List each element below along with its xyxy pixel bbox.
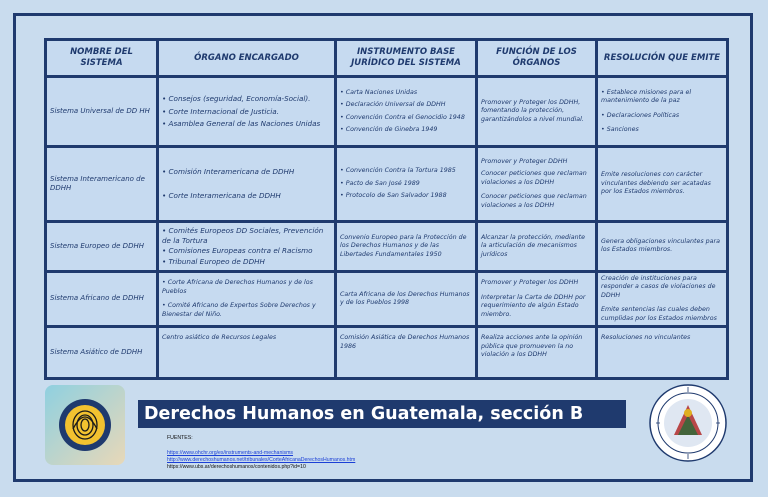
- list-item: • Comités Europeos DD Sociales, Prevención de la Tortura: [162, 226, 324, 245]
- header-funcion: FUNCIÓN DE LOS ÓRGANOS: [477, 40, 597, 77]
- list-item: • Declaración Universal de DDHH: [340, 101, 446, 108]
- list-item: • Corte Interamericana de DDHH: [162, 191, 281, 200]
- university-seal: [648, 383, 728, 463]
- comparison-table: [44, 38, 726, 380]
- list-item: Creación de instituciones para responder a casos de violaciones de DDHH: [601, 274, 716, 299]
- cell-resolucion: [597, 271, 728, 327]
- cell-sistema: Sistema Asiático de DDHH: [46, 327, 158, 379]
- list-item: Alcanzar la protección, mediante la articulación de mecanismos jurídicos: [481, 233, 585, 258]
- table-row: [46, 271, 728, 327]
- list-item: • Comisión Interamericana de DDHH: [162, 167, 295, 177]
- source-link[interactable]: https://www.ohchr.org/es/instruments-and-mechanisms: [167, 450, 293, 457]
- sources-block: [167, 435, 355, 471]
- list-item: Genera obligaciones vinculantes para los Estados miembros.: [601, 237, 720, 254]
- cell-organo: [158, 271, 336, 327]
- cell-funcion: [477, 327, 597, 379]
- cell-organo: [158, 327, 336, 379]
- header-organo: ÓRGANO ENCARGADO: [158, 40, 336, 77]
- header-instrumento: INSTRUMENTO BASE JURÍDICO DEL SISTEMA: [336, 40, 477, 77]
- cell-sistema: Sistema Europeo de DDHH: [46, 222, 158, 272]
- header-sistema: NOMBRE DEL SISTEMA: [46, 40, 158, 77]
- seal-icon: [648, 383, 728, 463]
- table-row: [46, 222, 728, 272]
- sources-label: FUENTES:: [167, 435, 193, 441]
- cell-resolucion: [597, 327, 728, 379]
- cell-funcion: [477, 77, 597, 147]
- fingerprint-logo: [45, 385, 125, 465]
- source-text: https://www.ubs.ar/derechoshumanos/contenidos.php?id=10: [167, 464, 306, 471]
- list-item: Resoluciones no vinculantes: [601, 334, 691, 342]
- cell-funcion: [477, 271, 597, 327]
- list-item: Interpretar la Carta de DDHH por requerimiento de algún Estado miembro.: [481, 293, 586, 318]
- header-row: [46, 40, 728, 77]
- list-item: • Convención Contra el Genocidio 1948: [340, 113, 465, 121]
- cell-instrumento: [336, 77, 477, 147]
- table-row: [46, 77, 728, 147]
- list-item: Convenio Europeo para la Protección de los Derechos Humanos y de las Libertades Fundamentales 1950: [340, 233, 467, 258]
- list-item: • Convención de Ginebra 1949: [340, 126, 438, 133]
- list-item: • Corte Africana de Derechos Humanos y de los Pueblos: [162, 279, 313, 295]
- cell-resolucion: [597, 147, 728, 222]
- cell-organo: [158, 222, 336, 272]
- list-item: • Consejos (seguridad, Economía-Social).: [162, 93, 311, 103]
- list-item: • Tribunal Europeo de DDHH: [162, 257, 265, 267]
- list-item: • Corte Internacional de Justicia.: [162, 106, 279, 116]
- cell-instrumento: [336, 327, 477, 379]
- cell-funcion: [477, 222, 597, 272]
- cell-instrumento: [336, 271, 477, 327]
- list-item: • Pacto de San José 1989: [340, 179, 420, 187]
- list-item: Promover y Proteger los DDHH: [481, 279, 579, 287]
- table-row: [46, 147, 728, 222]
- list-item: Emite sentencias las cuales deben cumplidas por los Estados miembros: [601, 306, 717, 322]
- list-item: Conocer peticiones que reclaman violaciones a los DDHH: [481, 193, 587, 209]
- list-item: • Comité Africano de Expertos Sobre Derechos y Bienestar del Niño.: [162, 302, 316, 318]
- fingerprint-icon: [55, 395, 115, 455]
- list-item: Realiza acciones ante la opinión pública que promueven la no violación a los DDHH: [481, 334, 583, 359]
- header-resolucion: RESOLUCIÓN QUE EMITE: [597, 40, 728, 77]
- list-item: • Comisiones Europeas contra el Racismo: [162, 246, 313, 256]
- table-row: [46, 327, 728, 379]
- cell-resolucion: [597, 222, 728, 272]
- list-item: Carta Africana de los Derechos Humanos y de los Pueblos 1998: [340, 290, 470, 307]
- list-item: • Carta Naciones Unidas: [340, 88, 418, 96]
- list-item: • Sanciones: [601, 126, 639, 133]
- list-item: Promover y Proteger los DDHH, fomentando la protección, garantizándolos a nivel mundial.: [481, 98, 584, 123]
- page-title: Derechos Humanos en Guatemala, sección B: [138, 400, 626, 428]
- cell-resolucion: [597, 77, 728, 147]
- source-link[interactable]: http://www.derechoshumanos.net/tribunales/CorteAfricanaDerechosHumanos.htm: [167, 457, 356, 464]
- list-item: Centro asiático de Recursos Legales: [162, 334, 277, 342]
- list-item: • Declaraciones Políticas: [601, 111, 680, 119]
- cell-instrumento: [336, 222, 477, 272]
- list-item: • Convención Contra la Tortura 1985: [340, 167, 456, 175]
- cell-organo: [158, 147, 336, 222]
- cell-funcion: [477, 147, 597, 222]
- list-item: • Protocolo de San Salvador 1988: [340, 192, 447, 200]
- cell-sistema: Sistema Universal de DD HH: [46, 77, 158, 147]
- list-item: • Establece misiones para el mantenimiento de la paz: [601, 88, 692, 104]
- list-item: Comisión Asiática de Derechos Humanos 1986: [340, 334, 470, 350]
- list-item: Conocer peticiones que reclaman violaciones a los DDHH: [481, 170, 587, 186]
- list-item: • Asamblea General de las Naciones Unidas: [162, 119, 321, 129]
- list-item: Promover y Proteger DDHH: [481, 157, 568, 165]
- cell-sistema: Sistema Africano de DDHH: [46, 271, 158, 327]
- cell-sistema: Sistema Interamericano de DDHH: [46, 147, 158, 222]
- list-item: Emite resoluciones con carácter vinculantes debiendo ser acatadas por los Estados miembros.: [601, 171, 711, 196]
- cell-organo: [158, 77, 336, 147]
- cell-instrumento: [336, 147, 477, 222]
